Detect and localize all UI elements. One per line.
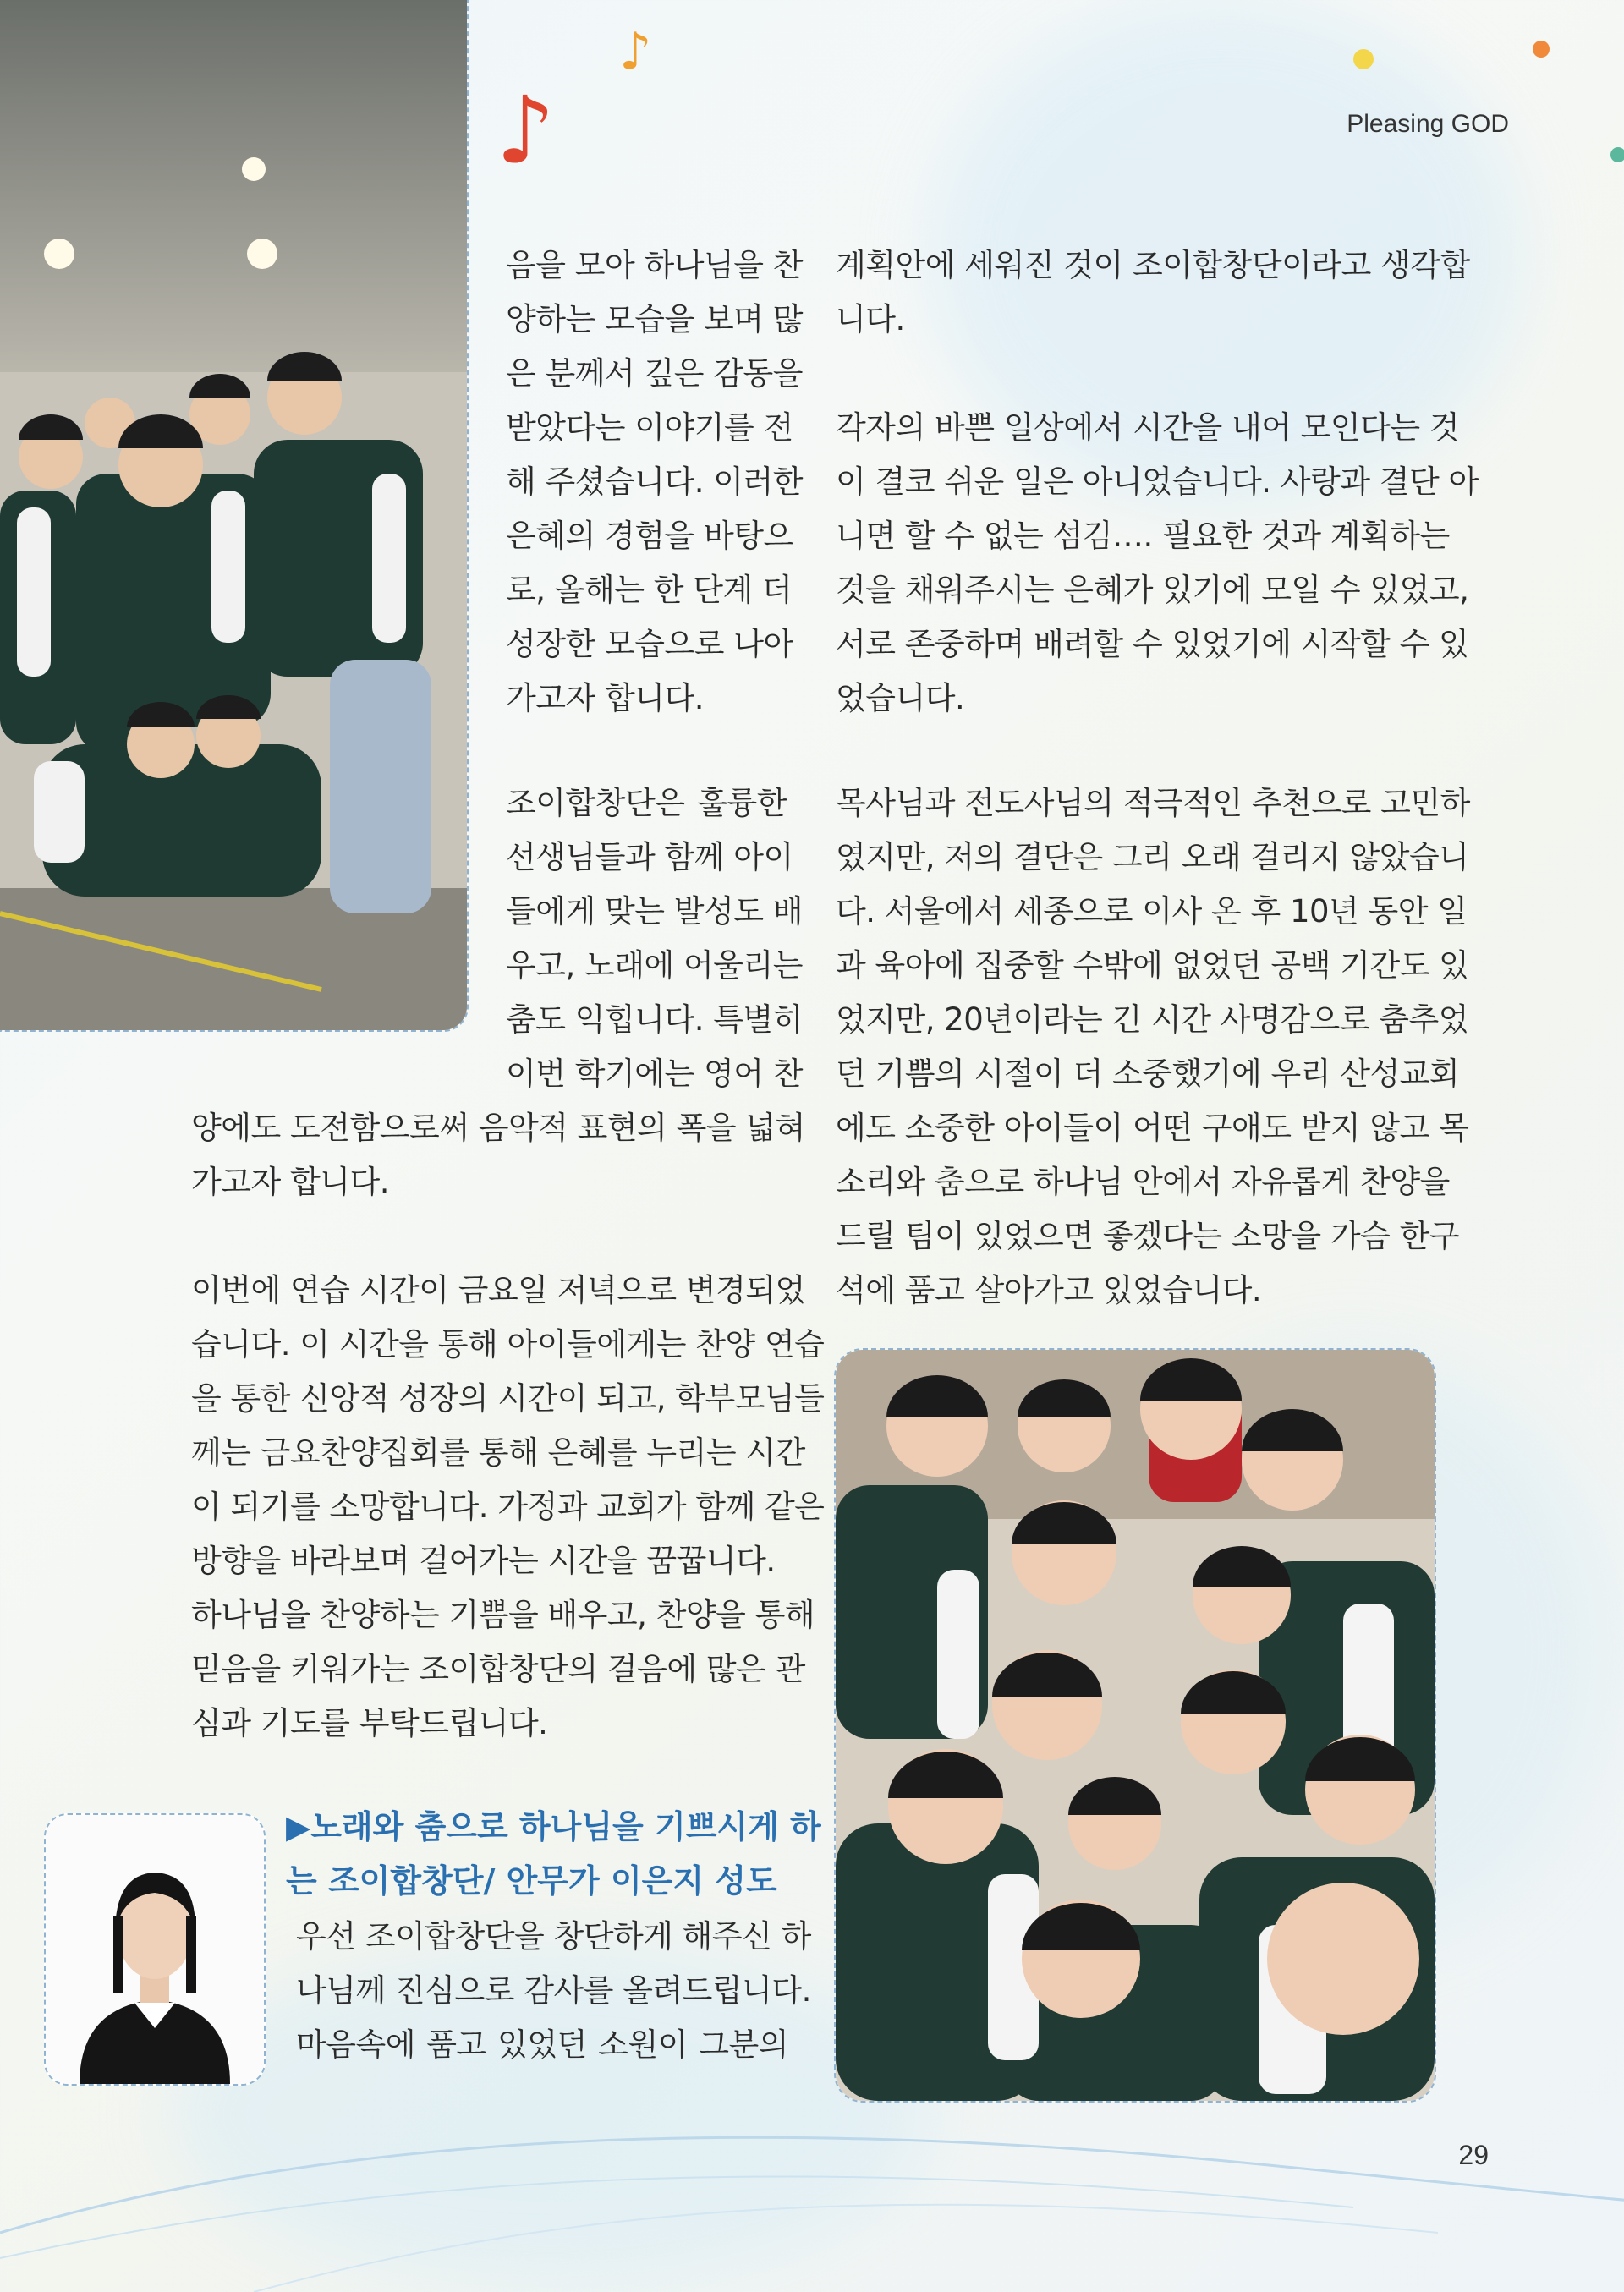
music-note-icon: ♪ <box>619 22 652 81</box>
article-paragraph: 계획안에 세워진 것이 조이합창단이라고 생각합 니다. <box>836 247 1470 337</box>
article-paragraph: 양에도 도전함으로써 음악적 표현의 폭을 넓혀 가고자 합니다. <box>191 1110 805 1200</box>
article-paragraph: 목사님과 전도사님의 적극적인 추천으로 고민하 였지만, 저의 결단은 그리 오래 걸리지 않았습니 다. 서울에서 세종으로 이사 온 후 10년 동안 일 과 육아에 집중할 수밖에 없었던 공백 기간도 있 었지만, 20년이라는 긴 시간 사명감으로 춤추었 던 기쁨의 시절이 더 소중했기에 우리 산성교회 에도 소중한 아이들이 어떤 구애도 받지 않고 목 소리와 춤으로 하나님 안에서 자유롭게 찬양을 드릴 팀이 있었으면 좋겠다는 소망을 가슴 한구 석에 품고 살아가고 있었습니다. <box>836 785 1470 1308</box>
article-paragraph: 조이합창단은 훌륭한 선생님들과 함께 아이 들에게 맞는 발성도 배 우고, 노래에 어울리는 춤도 익힙니다. 특별히 이번 학기에는 영어 찬 <box>506 785 803 1092</box>
decorative-dot <box>1610 147 1624 162</box>
decorative-wave <box>0 2064 1624 2292</box>
choir-group-photo <box>0 0 469 1032</box>
profile-title: ▶노래와 춤으로 하나님을 기쁘시게 하 는 조이합창단/ 안무가 이은지 성도 <box>286 1808 821 1900</box>
profile-photo <box>44 1813 266 2086</box>
music-note-icon: ♪ <box>496 76 556 184</box>
children-selfie-photo <box>834 1348 1436 2103</box>
article-paragraph: 음을 모아 하나님을 찬 양하는 모습을 보며 많 은 분께서 깊은 감동을 받았다는 이야기를 전 해 주셨습니다. 이러한 은혜의 경험을 바탕으 로, 올해는 한 단계 더 성장한 모습으로 나아 가고자 합니다. <box>506 247 803 716</box>
article-paragraph: 각자의 바쁜 일상에서 시간을 내어 모인다는 것 이 결코 쉬운 일은 아니었습니다. 사랑과 결단 아 니면 할 수 없는 섬김…. 필요한 것과 계획하는 것을 채워주시는 은혜가 있기에 모일 수 있었고, 서로 존중하며 배려할 수 있었기에 시작할 수 있 었습니다. <box>836 409 1479 716</box>
decorative-dot <box>1353 49 1374 69</box>
decorative-dot <box>1533 41 1550 58</box>
profile-body: 우선 조이합창단을 창단하게 해주신 하 나님께 진심으로 감사를 올려드립니다. 마음속에 품고 있었던 소원이 그분의 <box>296 1918 811 2063</box>
section-header: Pleasing GOD <box>1347 110 1509 138</box>
article-paragraph: 이번에 연습 시간이 금요일 저녁으로 변경되었 습니다. 이 시간을 통해 아이들에게는 찬양 연습 을 통한 신앙적 성장의 시간이 되고, 학부모님들 께는 금요찬양집회를 통해 은혜를 누리는 시간 이 되기를 소망합니다. 가정과 교회가 함께 같은 방향을 바라보며 걸어가는 시간을 꿈꿉니다. 하나님을 찬양하는 기쁨을 배우고, 찬양을 통해 믿음을 키워가는 조이합창단의 걸음에 많은 관 심과 기도를 부탁드립니다. <box>191 1272 825 1741</box>
page-number: 29 <box>1458 2140 1489 2170</box>
